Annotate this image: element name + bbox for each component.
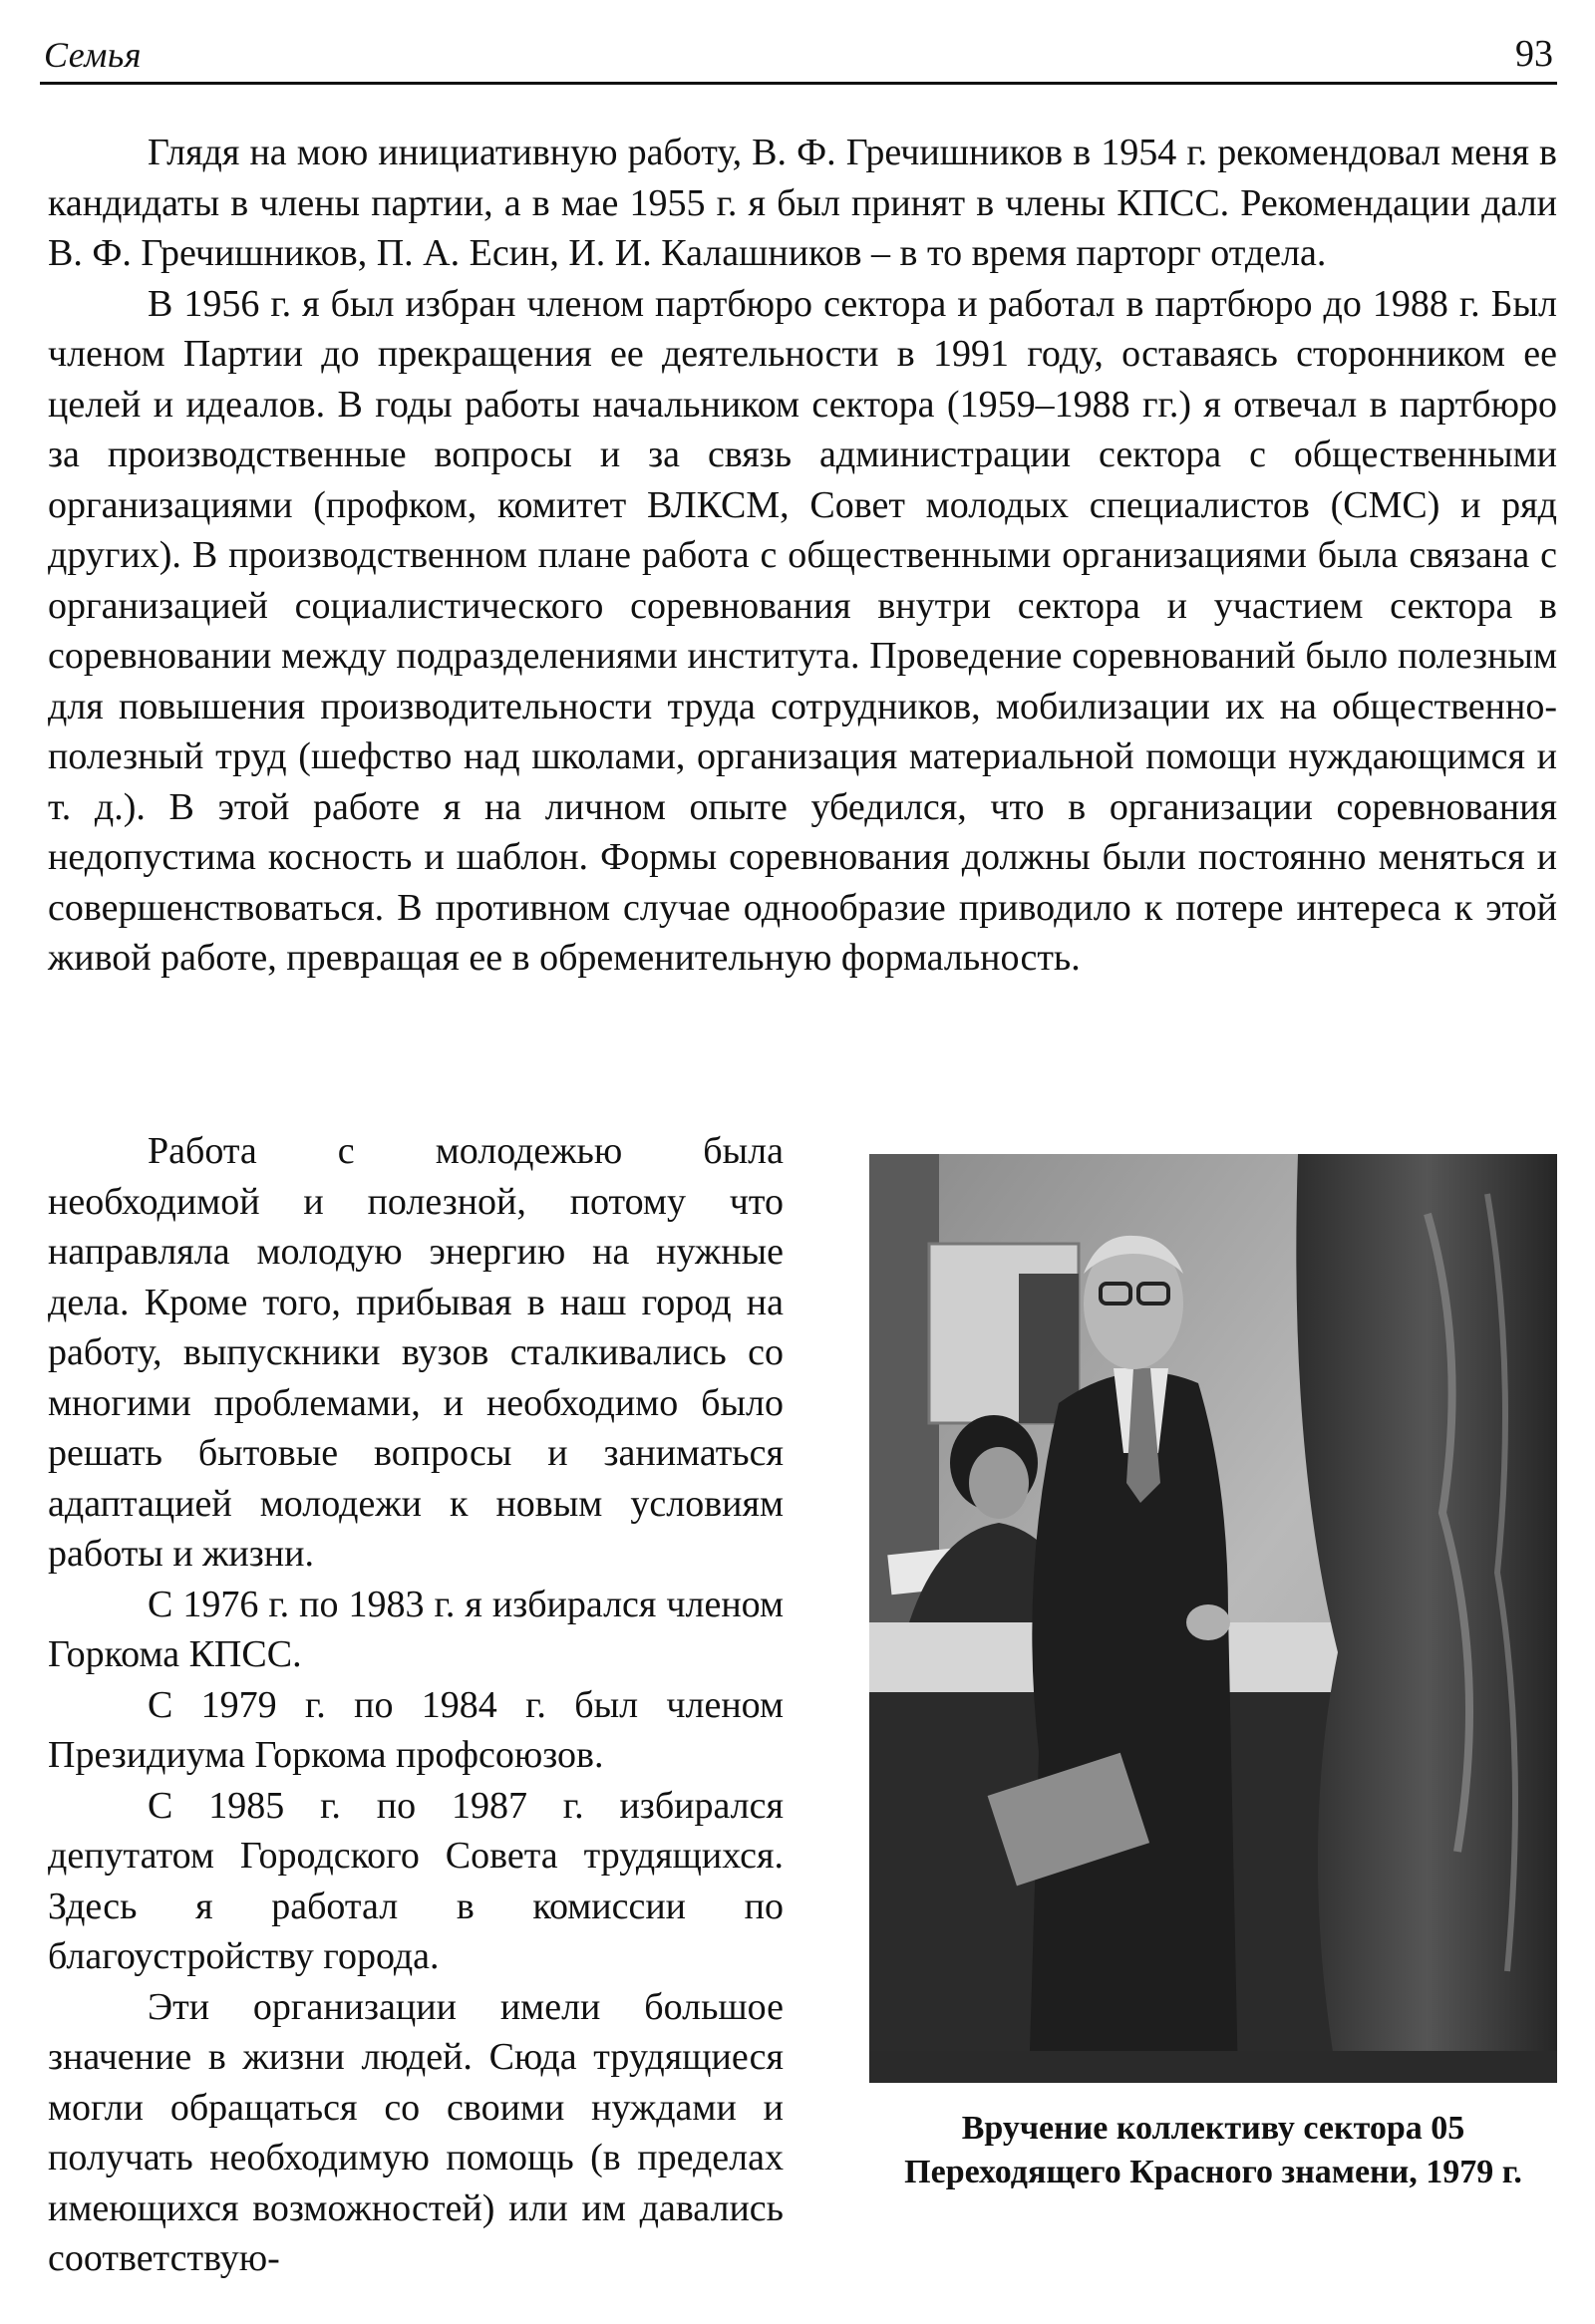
page-number: 93 — [1515, 33, 1553, 75]
running-header — [40, 26, 1557, 85]
column-text — [48, 1126, 784, 2284]
red-banner — [1296, 1154, 1557, 2083]
photo-caption — [847, 2107, 1579, 2194]
paragraph: Глядя на мою инициативную работу, В. Ф. Гречишников в 1954 г. рекомендовал меня в кандидаты в члены партии, а в мае 1955 г. я был принят в члены КПСС. Рекомендации дали В. Ф. Гречишников, П. А. Есин, И. И. Калашников – в то время парторг отдела. — [48, 132, 1557, 274]
caption-line: Вручение коллективу сектора 05 — [961, 2110, 1465, 2147]
paragraph: Работа с молодежью была необходимой и полезной, потому что направляла молодую энергию на нужные дела. Кроме того, прибывая в наш город на работу, выпускники вузов сталкивались со многими проблемами, и необходимо было решать бытовые вопросы и заниматься адаптацией молодежи к новым условиям работы и жизни. — [48, 1130, 784, 1575]
paragraph: В 1956 г. я был избран членом партбюро сектора и работал в партбюро до 1988 г. Был членом Партии до прекращения ее деятельности в 1991 году, оставаясь сторонником ее целей и идеалов. В годы работы начальником сектора (1959–1988 гг.) я отвечал в партбюро за производственные вопросы и за связь администрации сектора с общественными организациями (профком, комитет ВЛКСМ, Совет молодых специалистов (СМС) и ряд других). В производственном плане работа с общественными организациями была связана с организацией социалистического соревнования внутри сектора и участием сектора в соревновании между подразделениями института. Проведение соревнований было полезным для повышения производительности труда сотрудников, мобилизации их на общественно-полезный труд (шефство над школами, организация материальной помощи нуждающимся и т. д.). В этой работе я на личном опыте убедился, что в организации соревнования недопустима косность и шаблон. Формы соревнования должны были постоянно меняться и совершенствоваться. В противном случае однообразие приводило к потере интереса к этой живой работе, превращая ее в обременительную формальность. — [48, 282, 1557, 979]
photo — [869, 1154, 1557, 2083]
paragraph: С 1979 г. по 1984 г. был членом Президиума Горкома профсоюзов. — [48, 1683, 784, 1776]
paragraph: С 1976 г. по 1983 г. я избирался членом Горкома КПСС. — [48, 1583, 784, 1675]
paragraph: Эти организации имели большое значение в жизни людей. Сюда трудящиеся могли обращаться со своими нуждами и получать необходимую помощь (в пределах имеющихся возможностей) или им давались соответствую- — [48, 1985, 784, 2279]
photo-illustration — [869, 1154, 1557, 2083]
section-title: Семья — [44, 35, 142, 75]
caption-line: Переходящего Красного знамени, 1979 г. — [904, 2154, 1522, 2190]
main-text — [48, 128, 1557, 984]
woman-face — [969, 1447, 1029, 1519]
paragraph: С 1985 г. по 1987 г. избирался депутатом Городского Совета трудящихся. Здесь я работал в комиссии по благоустройству города. — [48, 1784, 784, 1977]
